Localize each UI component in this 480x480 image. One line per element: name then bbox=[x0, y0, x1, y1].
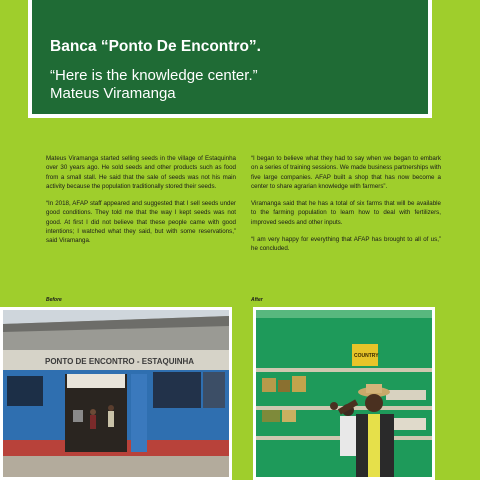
article-title: Banca “Ponto De Encontro”. bbox=[50, 38, 261, 55]
article-person-name: Mateus Viramanga bbox=[50, 85, 176, 102]
article-quote: “Here is the knowledge center.” bbox=[50, 67, 258, 84]
paragraph: “In 2018, AFAP staff appeared and suggested that I sell seeds under good conditions. They told me that the way I kept seeds was not good. At first I did not believe that these people came with good intentions; I watched what they said, but with some reservations,” said Viramanga. bbox=[46, 200, 236, 245]
paragraph: “I began to believe what they had to say when we began to embark on a series of training sessions. We made business partnerships with five large companies. AFAP built a shop that has now become a center to share agrarian knowledge with farmers”. bbox=[251, 155, 441, 190]
paragraph: “I am very happy for everything that AFAP has brought to all of us,” he concluded. bbox=[251, 236, 441, 253]
photo-after bbox=[253, 307, 435, 480]
product-sign-text: COUNTRY bbox=[354, 353, 379, 359]
text-column-left bbox=[46, 154, 236, 254]
shop-sign-text: PONTO DE ENCONTRO - ESTAQUINHA bbox=[45, 357, 195, 366]
paragraph: Viramanga said that he has a total of six farms that will be available to the farming population to learn how to deal with fertilizers, improved seeds and other inputs. bbox=[251, 200, 441, 226]
caption-after: After bbox=[251, 297, 263, 303]
paragraph: Mateus Viramanga started selling seeds in the village of Estaquinha over 30 years ago. He sold seeds and other products such as food from a small stall. He said that the sale of seeds was not his main activity because the population traditionally stored their seeds. bbox=[46, 155, 236, 190]
photo-before bbox=[0, 307, 232, 480]
text-column-right bbox=[251, 154, 441, 262]
caption-before: Before bbox=[46, 297, 62, 303]
header-banner bbox=[28, 0, 432, 118]
